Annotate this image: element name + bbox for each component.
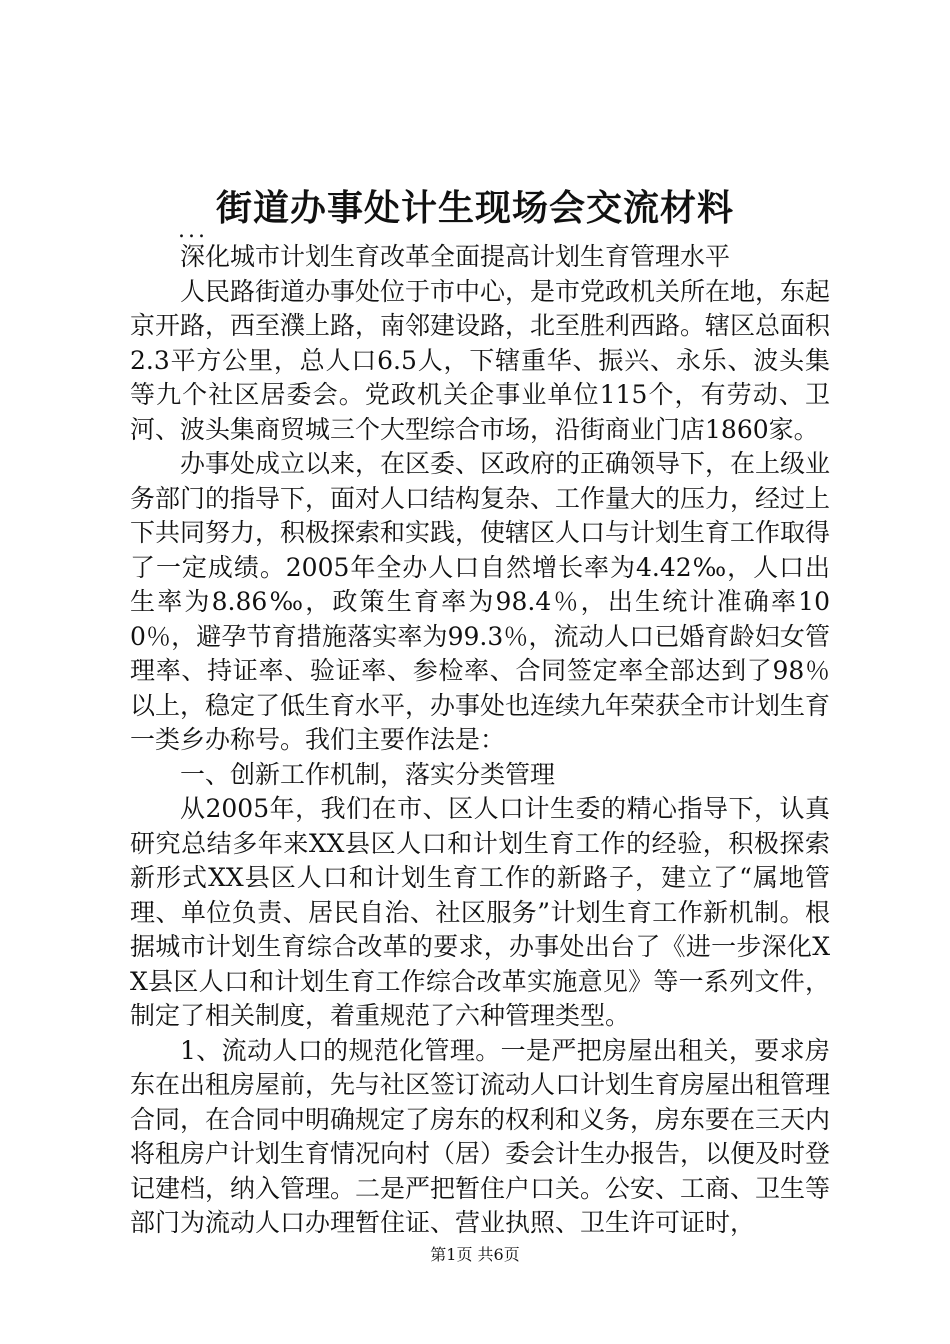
- body-paragraph: 办事处成立以来，在区委、区政府的正确领导下，在上级业务部门的指导下，面对人口结构复杂、工作量大的压力，经过上下共同努力，积极探索和实践，使辖区人口与计划生育工作取得了一定成绩。2005年全办人口自然增长率为4.42‰，人口出生率为8.86‰，政策生育率为98.4％，出生统计准确率100％，避孕节育措施落实率为99.3％，流动人口已婚育龄妇女管理率、持证率、验证率、参检率、合同签定率全部达到了98％以上，稳定了低生育水平，办事处也连续九年荣获全市计划生育一类乡办称号。我们主要作法是：: [130, 449, 831, 754]
- body-paragraph: 1、流动人口的规范化管理。一是严把房屋出租关，要求房东在出租房屋前，先与社区签订流动人口计划生育房屋出租管理合同，在合同中明确规定了房东的权利和义务，房东要在三天内将租房户计划生育情况向村（居）委会计生办报告，以便及时登记建档，纳入管理。二是严把暂住户口关。公安、工商、卫生等部门为流动人口办理暂住证、营业执照、卫生许可证时，: [130, 1035, 831, 1237]
- subtitle-paragraph: 深化城市计划生育改革全面提高计划生育管理水平: [180, 242, 731, 271]
- document-title: 街道办事处计生现场会交流材料: [215, 187, 734, 229]
- section-heading: 一、创新工作机制，落实分类管理: [180, 759, 556, 789]
- body-paragraph: 人民路街道办事处位于市中心，是市党政机关所在地，东起京开路，西至濮上路，南邻建设路，北至胜利西路。辖区总面积2.3平方公里，总人口6.5人，下辖重华、振兴、永乐、波头集等九个社区居委会。党政机关企事业单位115个，有劳动、卫河、波头集商贸城三个大型综合市场，沿街商业门店1860家。: [130, 276, 831, 444]
- body-paragraph: 从2005年，我们在市、区人口计生委的精心指导下，认真研究总结多年来XX县区人口和计划生育工作的经验，积极探索新形式XX县区人口和计划生育工作的新路子，建立了“属地管理、单位负责、居民自治、社区服务”计划生育工作新机制。根据城市计划生育综合改革的要求，办事处出台了《进一步深化XX县区人口和计划生育工作综合改革实施意见》等一系列文件，制定了相关制度，着重规范了六种管理类型。: [130, 794, 830, 1030]
- document-body: [130, 240, 830, 1241]
- page-footer: 第1页 共6页: [430, 1245, 520, 1264]
- ellipsis-mark: ...: [178, 218, 208, 243]
